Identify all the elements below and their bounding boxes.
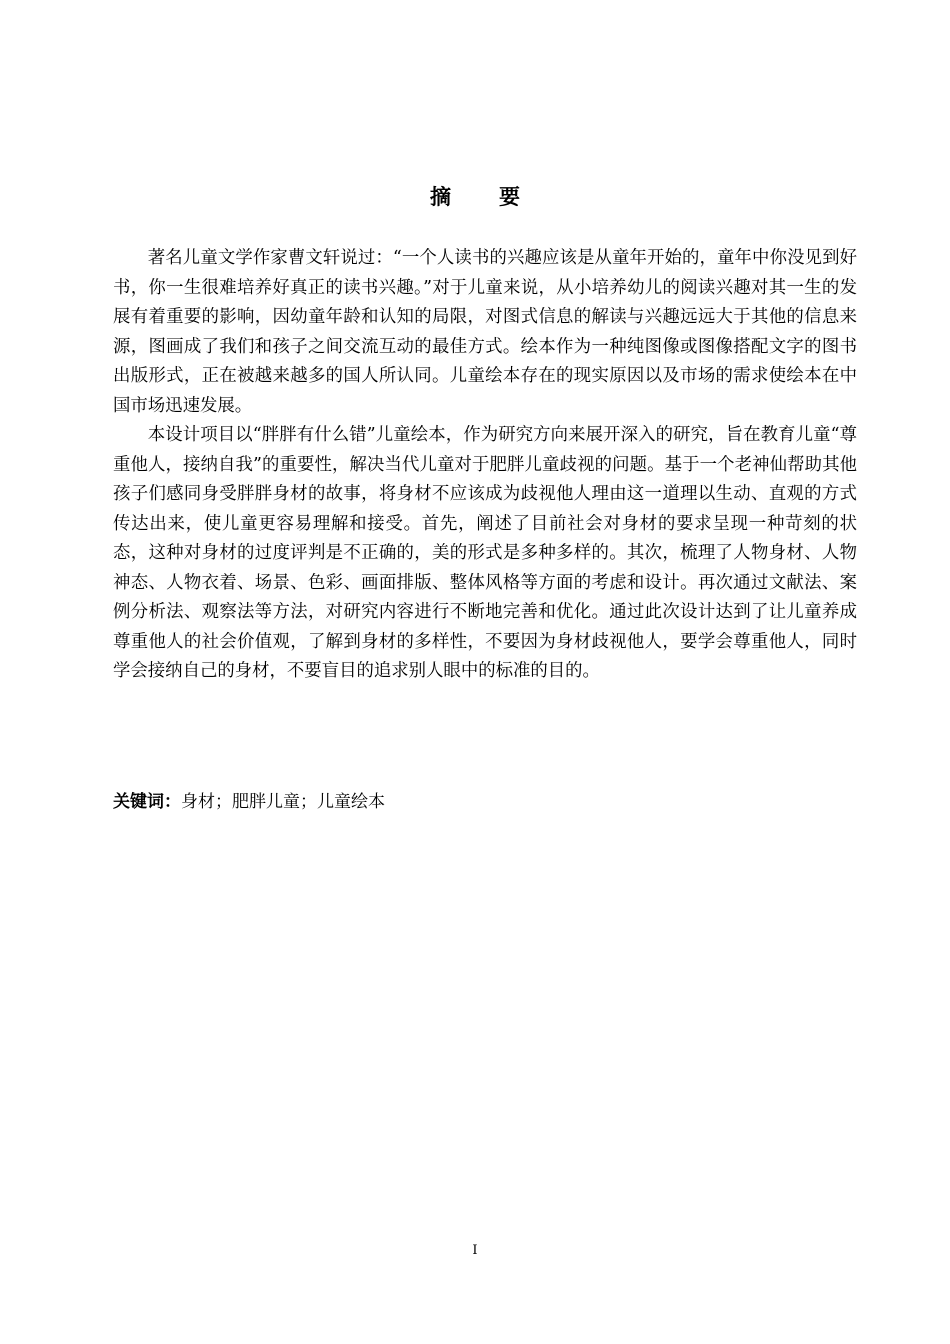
abstract-paragraph-1: 著名儿童文学作家曹文轩说过：“一个人读书的兴趣应该是从童年开始的，童年中你没见到好书，你一生很难培养好真正的读书兴趣。”对于儿童来说，从小培养幼儿的阅读兴趣对其一生的发展有着重要的影响，因幼童年龄和认知的局限，对图式信息的解读与兴趣远远大于其他的信息来源，图画成了我们和孩子之间交流互动的最佳方式。绘本作为一种纯图像或图像搭配文字的图书出版形式，正在被越来越多的国人所认同。儿童绘本存在的现实原因以及市场的需求使绘本在中国市场迅速发展。 bbox=[113, 248, 857, 416]
abstract-title-char-1: 摘 bbox=[430, 185, 451, 209]
keywords-value: 身材；肥胖儿童；儿童绘本 bbox=[181, 792, 385, 812]
page-number: I bbox=[472, 1243, 478, 1258]
abstract-title-char-2: 要 bbox=[499, 185, 520, 209]
abstract-title bbox=[0, 181, 950, 211]
abstract-body bbox=[113, 244, 857, 687]
keywords-label: 关键词： bbox=[113, 792, 181, 812]
abstract-paragraph-2: 本设计项目以“胖胖有什么错”儿童绘本，作为研究方向来展开深入的研究，旨在教育儿童“尊重他人，接纳自我”的重要性，解决当代儿童对于肥胖儿童歧视的问题。基于一个老神仙帮助其他孩子们感同身受胖胖身材的故事，将身材不应该成为歧视他人理由这一道理以生动、直观的方式传达出来，使儿童更容易理解和接受。首先，阐述了目前社会对身材的要求呈现一种苛刻的状态，这种对身材的过度评判是不正确的，美的形式是多种多样的。其次，梳理了人物身材、人物神态、人物衣着、场景、色彩、画面排版、整体风格等方面的考虑和设计。再次通过文献法、案例分析法、观察法等方法，对研究内容进行不断地完善和优化。通过此次设计达到了让儿童养成尊重他人的社会价值观，了解到身材的多样性，不要因为身材歧视他人，要学会尊重他人，同时学会接纳自己的身材，不要盲目的追求别人眼中的标准的目的。 bbox=[113, 425, 857, 681]
keywords-line bbox=[113, 789, 385, 815]
